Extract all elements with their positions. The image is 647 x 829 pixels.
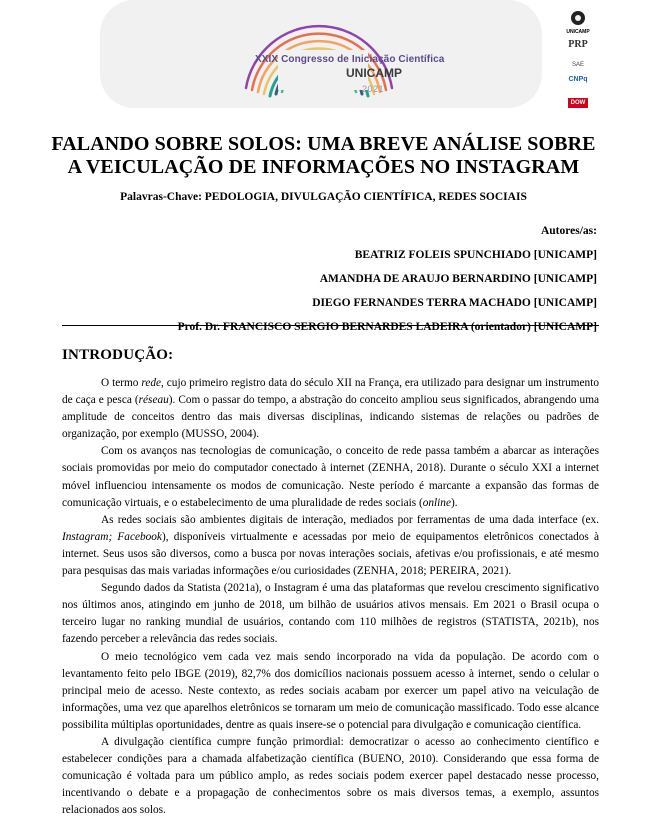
unicamp-logo [560, 10, 596, 35]
keywords: Palavras-Chave: PEDOLOGIA, DIVULGAÇÃO CIENTÍFICA, REDES SOCIAIS [120, 191, 527, 203]
paragraph-3-text-a: As redes sociais são ambientes digitais de interação, mediados por ferramentas de uma dada interface (ex. [101, 513, 599, 526]
author-3: DIEGO FERNANDES TERRA MACHADO [UNICAMP] [312, 297, 597, 309]
paragraph-1-term-reseau: réseau [138, 394, 169, 407]
paragraph-2-text-c: ). [450, 496, 458, 509]
dow-logo [560, 92, 596, 108]
congress-name: XXIX Congresso de Iniciação Científica [255, 54, 445, 65]
paragraph-1-term-rede: rede [141, 377, 162, 389]
paragraph-2-term-online: online [422, 496, 451, 509]
sae-logo: SAE [571, 62, 584, 68]
unicamp-emblem-icon [570, 10, 586, 26]
paper-title-line2: A VEICULAÇÃO DE INFORMAÇÕES NO INSTAGRAM [67, 156, 580, 178]
authors-block [178, 219, 597, 339]
header-banner [0, 0, 647, 112]
congress-year: 2021 [362, 84, 385, 94]
author-2: AMANDHA DE ARAUJO BERNARDINO [UNICAMP] [319, 273, 597, 285]
unicamp-logo-text: UNICAMP [566, 29, 590, 35]
body-text [62, 375, 599, 819]
paragraph-1-text-e: ). Com o passar do tempo, a abstração do conceito ampliou seus significados, abrangendo uma amplitude de conceitos dentro das mais diversas disciplinas, indicando sistemas de relações ou padrões de organização, por exemplo (MUSSO, 2004). [62, 394, 599, 441]
paragraph-5: O meio tecnológico vem cada vez mais sendo incorporado na vida da população. De acordo com o levantamento feito pelo IBGE (2019), 82,7% dos domicílios nacionais possuem acesso à internet, sendo o celular o principal meio de acesso. Neste contexto, as redes sociais acabam por exercer um papel ativo na veiculação de informações, uma vez que aparelhos eletrônicos se tornaram um meio de comunicação massificado. Todo esse alcance possibilita múltiplas oportunidades, dentre as quais insere-se o potencial para divulgação e comunicação científica. [62, 650, 599, 731]
paragraph-3-term-platforms: Instagram; Facebook [62, 530, 162, 543]
paragraph-1 [62, 375, 599, 443]
authors-label: Autores/as: [540, 225, 597, 237]
paragraph-4: Segundo dados da Statista (2021a), o Instagram é uma das plataformas que revelou crescimento significativo nos últimos anos, atingindo em junho de 2018, um bilhão de usuários ativos mensais. Em 2021 o Brasil ocupa o terceiro lugar no ranking mundial de usuários, contando com 110 milhões de registros (STATISTA, 2021b), nos fazendo perceber a relevância das redes sociais. [62, 582, 599, 646]
paper-title-line1: FALANDO SOBRE SOLOS: UMA BREVE ANÁLISE SOBRE [51, 133, 596, 155]
prp-logo: PRP [568, 39, 588, 50]
paragraph-2-text-a: Com os avanços nas tecnologias de comunicação, o conceito de rede passa também a abarcar as interações sociais promovidas por meio do computador conectado à internet (ZENHA, 2018). Durante o século XXI a internet móvel influenciou intensamente os modos de comunicação. Neste período é marcante a expansão das formas de comunicação virtuais, e o estabelecimento de uma pluralidade de redes sociais ( [62, 445, 599, 509]
paragraph-1-text-a: O termo [101, 377, 142, 389]
sponsor-logos [560, 10, 600, 110]
congress-host: UNICAMP [346, 66, 402, 80]
author-4: Prof. Dr. FRANCISCO SERGIO BERNARDES LADEIRA (orientador) [UNICAMP] [177, 321, 597, 333]
section-divider [62, 325, 599, 326]
paper-title [0, 133, 647, 179]
author-1: BEATRIZ FOLEIS SPUNCHIADO [UNICAMP] [354, 249, 597, 261]
paragraph-1-text-c: , cujo primeiro registro data do século XII na França, era utilizado para designar um instrumento de caça e pesca ( [62, 377, 599, 407]
cnpq-logo: CNPq [568, 76, 588, 83]
section-title: INTRODUÇÃO: [62, 347, 174, 363]
paragraph-3-text-c: ), disponíveis virtualmente e acessadas por meio de equipamentos eletrônicos conectados à internet. Seus usos são diversos, como a busca por novas interações sociais, afetivas e/ou profissionais, e até mesmo para pesquisas das mais variadas informações e/ou curiosidades (ZENHA, 2018; PEREIRA, 2021). [62, 530, 599, 578]
paragraph-6: A divulgação científica cumpre função primordial: democratizar o acesso ao conhecimento científico e estabelecer condições para a chamada alfabetização científica (BUENO, 2010). Considerando que essa forma de comunicação é voltada para um público amplo, as redes sociais podem exercer papel destacado nesse processo, incentivando o debate e a propagação de conhecimentos sobre os mais diversos temas, a exemplo, assuntos relacionados aos solos. [62, 735, 599, 817]
paragraph-3 [62, 512, 599, 580]
dow-logo-text: DOW [568, 98, 589, 108]
paragraph-2 [62, 443, 599, 511]
